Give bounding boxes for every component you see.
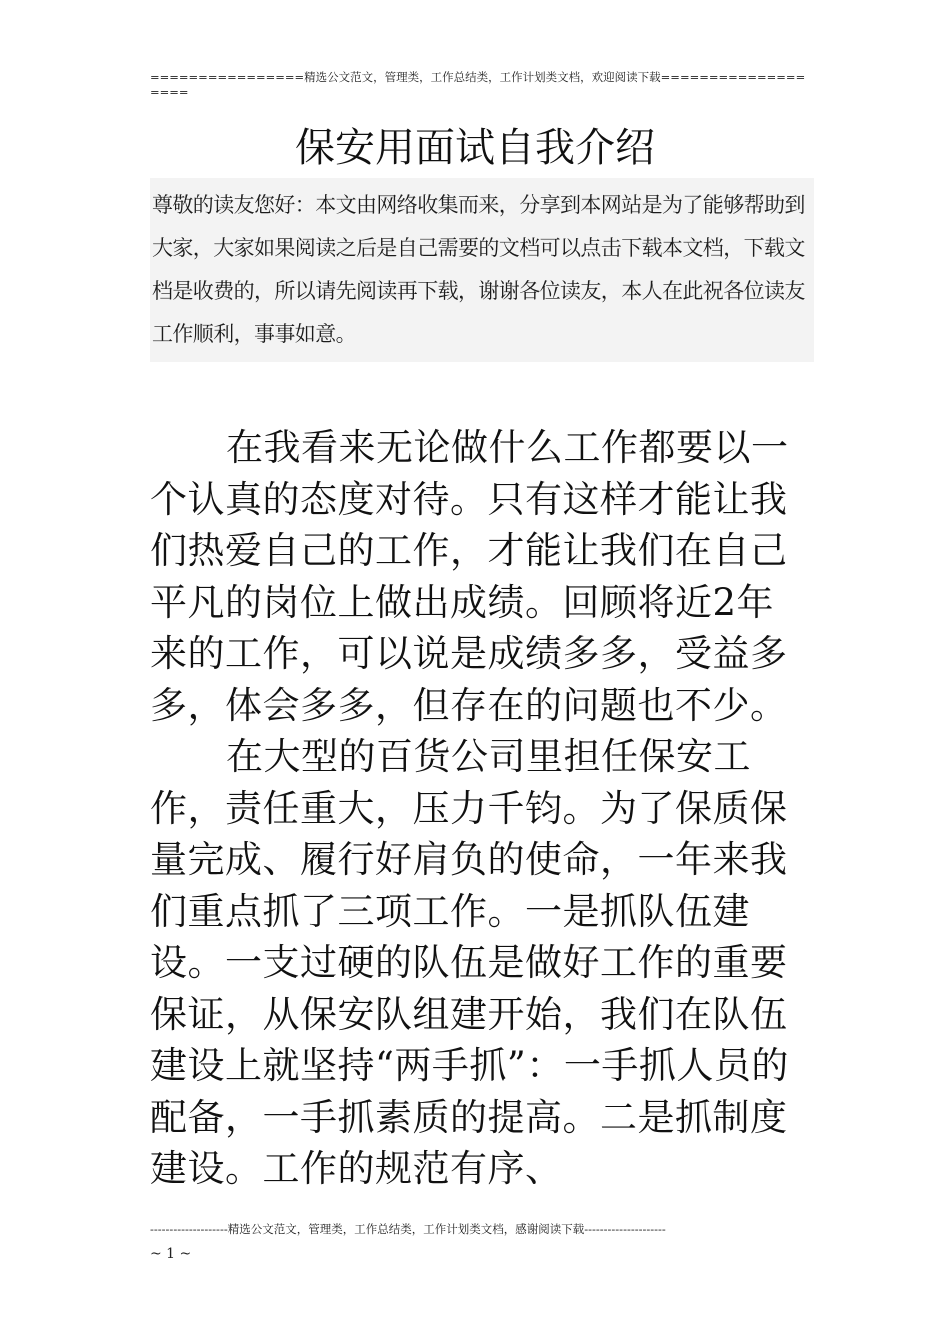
footer-banner: --------------------精选公文范文，管理类，工作总结类，工作计划类文档，感谢阅读下载---------------------	[150, 1222, 666, 1236]
body-paragraph: 在我看来无论做什么工作都要以一个认真的态度对待。只有这样才能让我们热爱自己的工作，才能让我们在自己平凡的岗位上做出成绩。回顾将近2年来的工作，可以说是成绩多多，受益多多，体会多多，但存在的问题也不少。	[150, 426, 789, 727]
document-body	[150, 422, 790, 1195]
reader-notice: 尊敬的读友您好：本文由网络收集而来，分享到本网站是为了能够帮助到大家，大家如果阅读之后是自己需要的文档可以点击下载本文档，下载文档是收费的，所以请先阅读再下载，谢谢各位读友，本人在此祝各位读友工作顺利，事事如意。	[150, 178, 814, 362]
document-title: 保安用面试自我介绍	[295, 125, 655, 171]
page-number: ~ 1 ~	[150, 1246, 192, 1262]
body-paragraph: 在大型的百货公司里担任保安工作，责任重大，压力千钧。为了保质保量完成、履行好肩负的使命，一年来我们重点抓了三项工作。一是抓队伍建设。一支过硬的队伍是做好工作的重要保证，从保安队组建开始，我们在队伍建设上就坚持“两手抓”：一手抓人员的配备，一手抓素质的提高。二是抓制度建设。工作的规范有序、	[150, 735, 789, 1190]
header-banner: ================精选公文范文，管理类，工作总结类，工作计划类文档，欢迎阅读下载===================	[150, 70, 806, 99]
